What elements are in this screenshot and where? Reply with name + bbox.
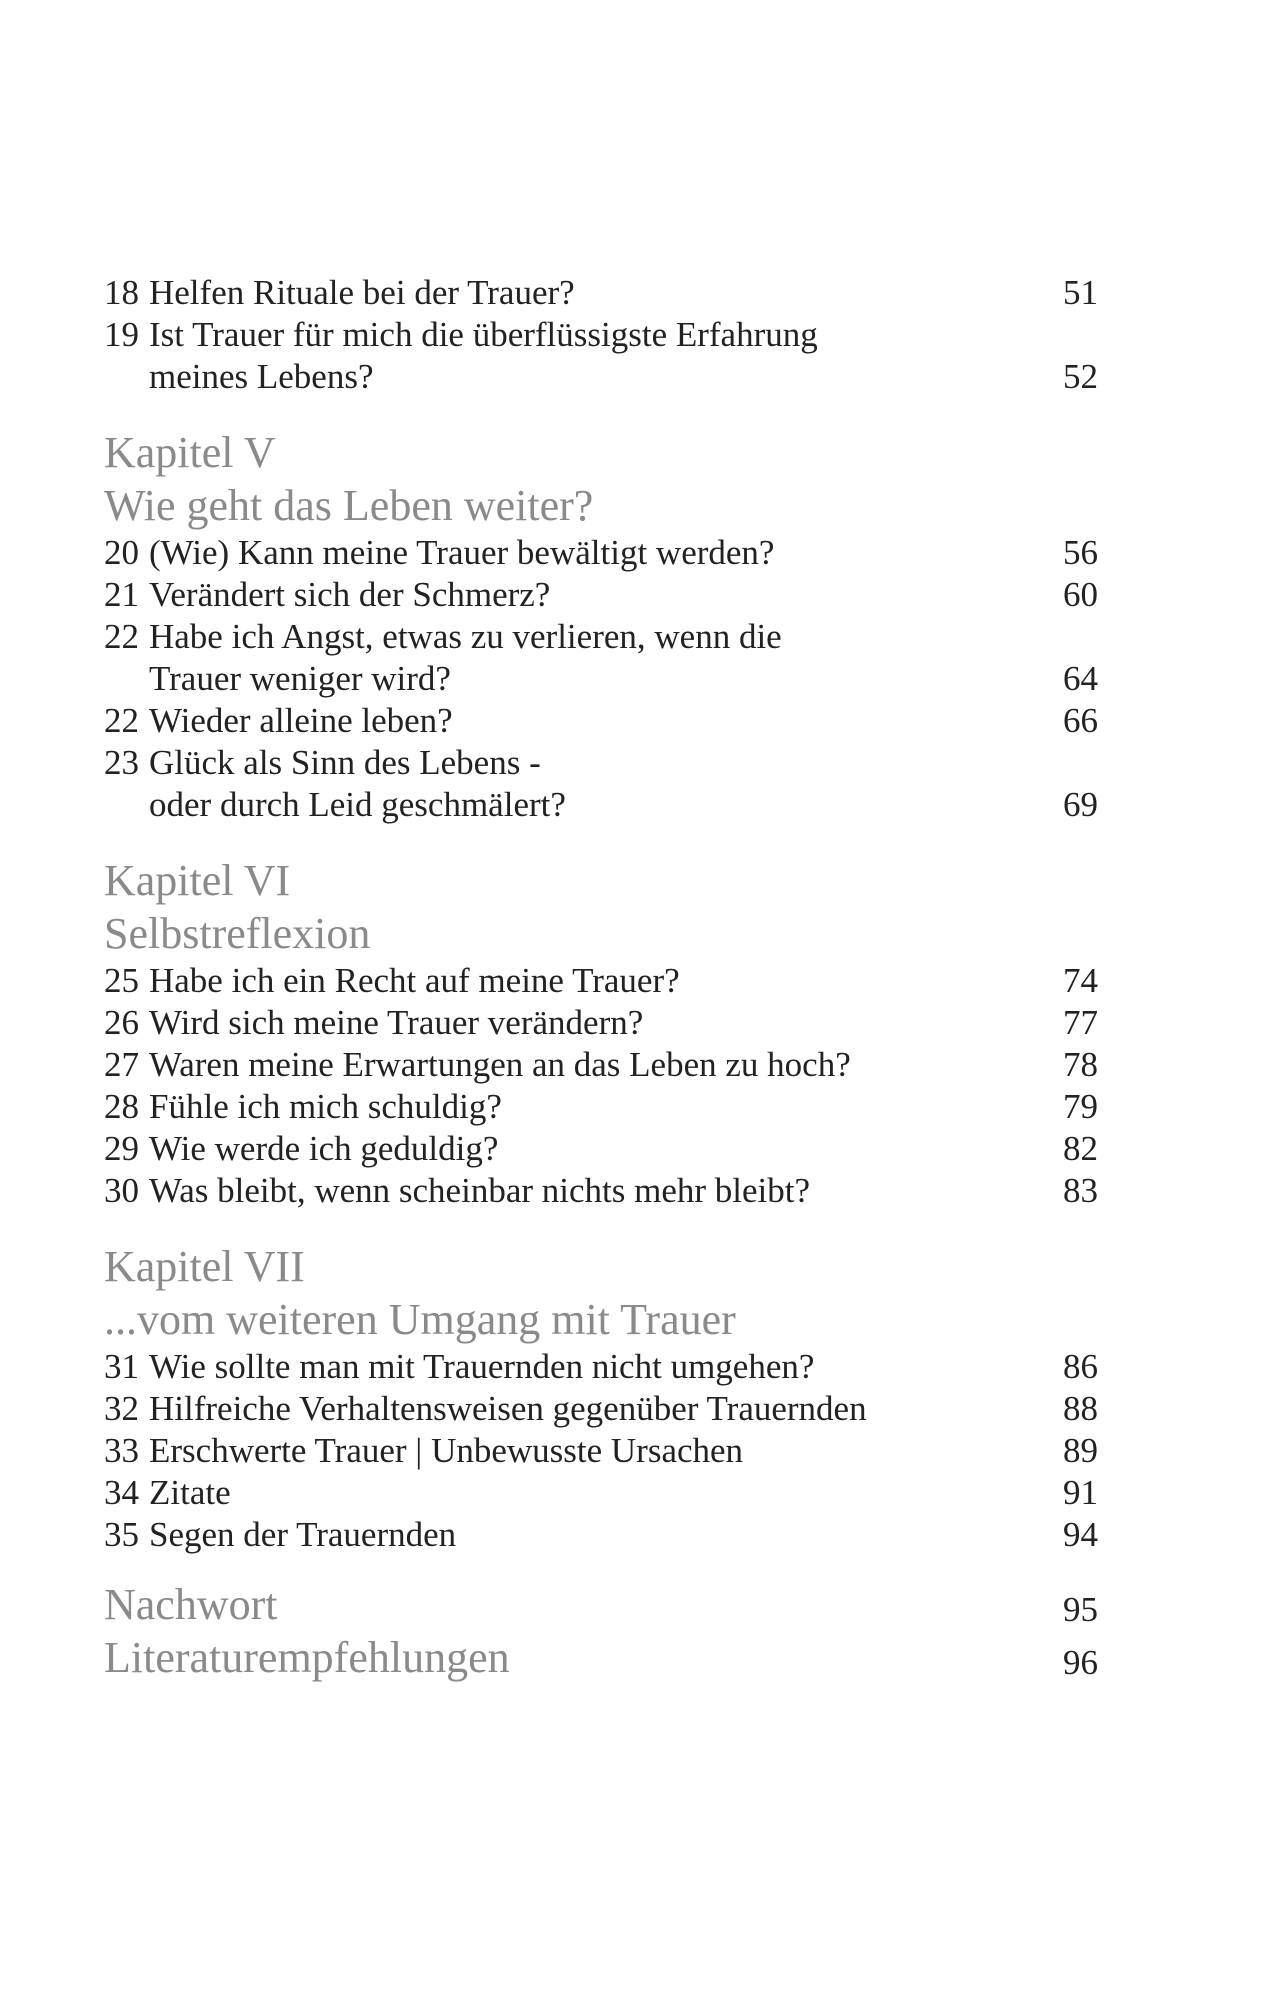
entry-page: 78 — [1063, 1045, 1098, 1084]
entry-title: Zitate — [149, 1473, 231, 1512]
back-matter-literatur — [104, 1631, 1098, 1684]
toc-entry — [104, 1170, 1098, 1212]
entry-title-line2: meines Lebens? — [149, 357, 374, 396]
entry-title: Fühle ich mich schuldig? — [149, 1087, 502, 1126]
toc-entry — [104, 742, 1098, 784]
entry-page: 86 — [1063, 1347, 1098, 1386]
back-matter-title: Literaturempfehlungen — [104, 1633, 510, 1682]
entry-page: 88 — [1063, 1389, 1098, 1428]
entry-page: 69 — [1063, 785, 1098, 824]
chapter-label: Kapitel V — [104, 428, 276, 477]
entry-title: Habe ich ein Recht auf meine Trauer? — [149, 961, 680, 1000]
entry-page: 66 — [1063, 701, 1098, 740]
entry-number: 29 — [104, 1129, 139, 1168]
chapter-label: Kapitel VI — [104, 856, 291, 905]
back-matter-page: 96 — [1063, 1643, 1098, 1682]
entry-number: 22 — [104, 701, 139, 740]
entry-number: 30 — [104, 1171, 139, 1210]
entry-title: Hilfreiche Verhaltensweisen gegenüber Trauernden — [149, 1389, 867, 1428]
entry-number: 26 — [104, 1003, 139, 1042]
entry-number: 27 — [104, 1045, 139, 1084]
entry-page: 89 — [1063, 1431, 1098, 1470]
toc-entry — [104, 1346, 1098, 1388]
entry-number: 20 — [104, 533, 139, 572]
chapter-vi — [104, 854, 1098, 1212]
toc-entry — [104, 1086, 1098, 1128]
entry-page: 51 — [1063, 273, 1098, 312]
toc-entry-continuation — [104, 658, 1098, 700]
chapter-vii — [104, 1240, 1098, 1556]
toc-entry — [104, 1472, 1098, 1514]
entry-title: Helfen Rituale bei der Trauer? — [149, 273, 575, 312]
entry-title: Habe ich Angst, etwas zu verlieren, wenn die — [149, 617, 782, 656]
entry-number: 19 — [104, 315, 139, 354]
entry-number: 23 — [104, 743, 139, 782]
entry-page: 60 — [1063, 575, 1098, 614]
entry-title: Erschwerte Trauer | Unbewusste Ursachen — [149, 1431, 744, 1470]
chapter-v — [104, 426, 1098, 826]
entry-page: 94 — [1063, 1515, 1098, 1554]
chapter-subtitle: Selbstreflexion — [104, 909, 371, 958]
entry-number: 21 — [104, 575, 139, 614]
toc-entry-continuation — [104, 356, 1098, 398]
entry-title: Wie sollte man mit Trauernden nicht umgehen? — [149, 1347, 815, 1386]
entry-number: 35 — [104, 1515, 139, 1554]
entry-number: 33 — [104, 1431, 139, 1470]
entry-page: 83 — [1063, 1171, 1098, 1210]
entry-page: 74 — [1063, 961, 1098, 1000]
back-matter-title: Nachwort — [104, 1580, 278, 1629]
toc-entry — [104, 700, 1098, 742]
back-matter-nachwort — [104, 1578, 1098, 1631]
toc-entry — [104, 1514, 1098, 1556]
entry-number: 31 — [104, 1347, 139, 1386]
entry-title: (Wie) Kann meine Trauer bewältigt werden? — [149, 533, 775, 572]
toc-entry — [104, 532, 1098, 574]
entry-number: 28 — [104, 1087, 139, 1126]
toc-entry — [104, 960, 1098, 1002]
toc-entry — [104, 574, 1098, 616]
entry-page: 56 — [1063, 533, 1098, 572]
table-of-contents — [104, 272, 1098, 1684]
toc-entry-continuation — [104, 784, 1098, 826]
chapter-label: Kapitel VII — [104, 1242, 305, 1291]
entry-number: 32 — [104, 1389, 139, 1428]
toc-group-continued — [104, 272, 1098, 398]
entry-title-line2: Trauer weniger wird? — [149, 659, 451, 698]
chapter-subtitle: ...vom weiteren Umgang mit Trauer — [104, 1295, 736, 1344]
entry-number: 34 — [104, 1473, 139, 1512]
toc-entry — [104, 1044, 1098, 1086]
entry-title: Ist Trauer für mich die überflüssigste Erfahrung — [149, 315, 818, 354]
toc-entry — [104, 1128, 1098, 1170]
entry-title: Segen der Trauernden — [149, 1515, 457, 1554]
toc-entry — [104, 272, 1098, 314]
entry-number: 18 — [104, 273, 139, 312]
entry-number: 25 — [104, 961, 139, 1000]
entry-title: Waren meine Erwartungen an das Leben zu hoch? — [149, 1045, 851, 1084]
entry-number: 22 — [104, 617, 139, 656]
entry-title: Glück als Sinn des Lebens - — [149, 743, 541, 782]
entry-title: Was bleibt, wenn scheinbar nichts mehr bleibt? — [149, 1171, 811, 1210]
entry-title-line2: oder durch Leid geschmälert? — [149, 785, 566, 824]
entry-page: 91 — [1063, 1473, 1098, 1512]
toc-entry — [104, 1002, 1098, 1044]
chapter-subtitle: Wie geht das Leben weiter? — [104, 481, 594, 530]
entry-page: 77 — [1063, 1003, 1098, 1042]
back-matter-page: 95 — [1063, 1590, 1098, 1629]
toc-entry — [104, 616, 1098, 658]
toc-entry — [104, 314, 1098, 356]
entry-page: 82 — [1063, 1129, 1098, 1168]
entry-title: Wie werde ich geduldig? — [149, 1129, 499, 1168]
entry-title: Verändert sich der Schmerz? — [149, 575, 551, 614]
entry-page: 64 — [1063, 659, 1098, 698]
toc-entry — [104, 1388, 1098, 1430]
entry-page: 79 — [1063, 1087, 1098, 1126]
entry-title: Wieder alleine leben? — [149, 701, 453, 740]
entry-page: 52 — [1063, 357, 1098, 396]
entry-title: Wird sich meine Trauer verändern? — [149, 1003, 644, 1042]
toc-entry — [104, 1430, 1098, 1472]
